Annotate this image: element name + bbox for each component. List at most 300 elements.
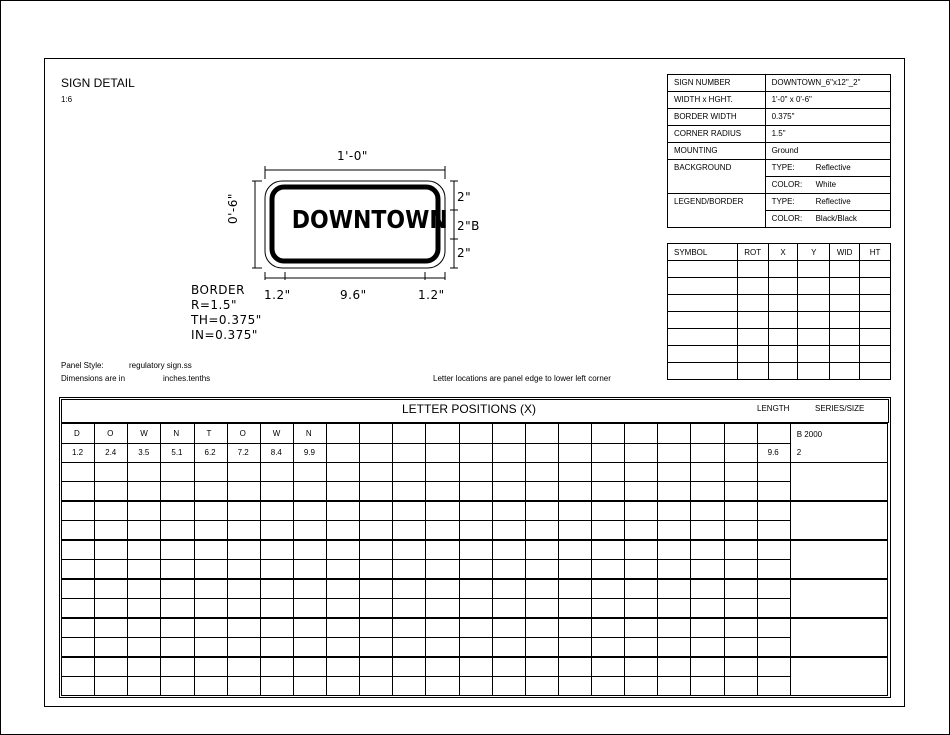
symbol-header-cell: Y	[798, 244, 830, 261]
symbol-cell	[737, 363, 768, 380]
grid-cell	[327, 580, 360, 599]
bottom-dim-right: 1.2"	[418, 288, 445, 302]
letter-block	[61, 618, 887, 657]
grid-cell	[658, 463, 691, 482]
grid-cell	[293, 521, 326, 540]
info-row-legend-border	[668, 194, 891, 211]
letter-block	[61, 462, 887, 501]
symbol-cell	[860, 295, 891, 312]
symbol-cell	[768, 363, 798, 380]
grid-cell	[525, 599, 558, 618]
series-size-empty	[790, 658, 887, 696]
grid-cell	[757, 424, 790, 444]
grid-cell	[393, 482, 426, 501]
grid-cell	[260, 677, 293, 696]
grid-cell	[95, 463, 128, 482]
grid-cell	[525, 502, 558, 521]
symbol-cell	[768, 312, 798, 329]
grid-cell	[592, 521, 625, 540]
grid-cell	[658, 443, 691, 463]
grid-cell	[360, 658, 393, 677]
grid-cell	[426, 638, 459, 657]
grid-cell	[625, 443, 658, 463]
grid-cell	[691, 599, 724, 618]
grid-cell	[625, 482, 658, 501]
grid-cell	[227, 658, 260, 677]
grid-cell	[327, 541, 360, 560]
detail-title: SIGN DETAIL	[61, 76, 135, 90]
symbol-header-cell: WID	[830, 244, 860, 261]
grid-cell	[95, 482, 128, 501]
letter-row	[62, 560, 888, 579]
grid-cell	[658, 677, 691, 696]
grid-cell	[260, 560, 293, 579]
grid-cell	[757, 619, 790, 638]
grid-cell	[459, 638, 492, 657]
grid-cell	[625, 502, 658, 521]
grid-cell	[327, 677, 360, 696]
grid-cell	[459, 619, 492, 638]
series-size-empty	[790, 463, 887, 501]
grid-cell	[592, 638, 625, 657]
symbol-cell	[668, 363, 738, 380]
symbol-cell	[737, 295, 768, 312]
symbol-cell	[737, 312, 768, 329]
grid-cell	[724, 638, 757, 657]
grid-cell	[625, 599, 658, 618]
grid-cell	[757, 521, 790, 540]
position-cell: 6.2	[194, 443, 227, 463]
grid-cell	[327, 619, 360, 638]
letter-row	[62, 443, 888, 463]
grid-cell	[293, 580, 326, 599]
grid-cell	[558, 638, 591, 657]
symbol-cell	[668, 295, 738, 312]
info-label: MOUNTING	[668, 143, 766, 160]
grid-cell	[128, 502, 161, 521]
grid-cell	[757, 502, 790, 521]
grid-cell	[724, 580, 757, 599]
grid-cell	[492, 424, 525, 444]
grid-cell	[724, 619, 757, 638]
grid-cell	[757, 463, 790, 482]
symbol-cell	[830, 295, 860, 312]
bottom-dim-left: 1.2"	[264, 288, 291, 302]
info-type	[765, 160, 890, 177]
grid-cell	[62, 541, 95, 560]
letter-cell: O	[227, 424, 260, 444]
grid-cell	[128, 463, 161, 482]
grid-cell	[194, 541, 227, 560]
grid-cell	[327, 443, 360, 463]
symbol-cell	[860, 329, 891, 346]
symbol-header-cell: X	[768, 244, 798, 261]
grid-cell	[625, 619, 658, 638]
grid-cell	[724, 521, 757, 540]
letter-cell: N	[293, 424, 326, 444]
grid-cell	[492, 443, 525, 463]
grid-cell	[128, 599, 161, 618]
grid-cell	[625, 560, 658, 579]
symbol-cell	[768, 346, 798, 363]
grid-cell	[393, 658, 426, 677]
grid-cell	[757, 658, 790, 677]
grid-cell	[525, 424, 558, 444]
grid-cell	[691, 502, 724, 521]
grid-cell	[293, 677, 326, 696]
symbol-cell	[830, 312, 860, 329]
info-label: BORDER WIDTH	[668, 109, 766, 126]
letter-block-main	[61, 423, 887, 463]
info-value: 1'-0" x 0'-6"	[765, 92, 890, 109]
grid-cell	[459, 560, 492, 579]
grid-cell	[558, 424, 591, 444]
grid-cell	[492, 658, 525, 677]
grid-cell	[128, 541, 161, 560]
grid-cell	[128, 619, 161, 638]
grid-cell	[227, 502, 260, 521]
symbol-cell	[830, 346, 860, 363]
grid-cell	[691, 619, 724, 638]
type-value: Reflective	[815, 197, 851, 206]
grid-cell	[293, 638, 326, 657]
letter-cell: W	[128, 424, 161, 444]
grid-cell	[525, 443, 558, 463]
grid-cell	[426, 541, 459, 560]
grid-cell	[592, 502, 625, 521]
grid-cell	[426, 463, 459, 482]
symbol-cell	[768, 329, 798, 346]
grid-cell	[492, 521, 525, 540]
grid-cell	[724, 599, 757, 618]
grid-cell	[327, 502, 360, 521]
grid-cell	[691, 482, 724, 501]
symbol-cell	[860, 261, 891, 278]
grid-cell	[724, 541, 757, 560]
grid-cell	[492, 560, 525, 579]
grid-cell	[360, 580, 393, 599]
symbol-cell	[798, 261, 830, 278]
grid-cell	[625, 541, 658, 560]
grid-cell	[161, 638, 194, 657]
grid-cell	[724, 560, 757, 579]
color-label: COLOR:	[771, 214, 803, 223]
grid-cell	[227, 541, 260, 560]
grid-cell	[492, 677, 525, 696]
grid-cell	[558, 443, 591, 463]
position-cell: 9.9	[293, 443, 326, 463]
height-dimension: 0'-6"	[226, 193, 240, 224]
series-value: B 2000	[796, 430, 823, 439]
grid-cell	[161, 560, 194, 579]
grid-cell	[95, 580, 128, 599]
symbol-header-cell: ROT	[737, 244, 768, 261]
info-value: DOWNTOWN_6"x12"_2"	[765, 75, 890, 92]
position-cell: 8.4	[260, 443, 293, 463]
grid-cell	[293, 463, 326, 482]
grid-cell	[227, 560, 260, 579]
panel-style-label: Panel Style:	[61, 361, 104, 370]
grid-cell	[426, 482, 459, 501]
grid-cell	[426, 502, 459, 521]
letter-row	[62, 599, 888, 618]
grid-cell	[161, 463, 194, 482]
grid-cell	[327, 521, 360, 540]
grid-cell	[128, 560, 161, 579]
grid-cell	[95, 560, 128, 579]
grid-cell	[558, 502, 591, 521]
letter-block	[61, 540, 887, 579]
grid-cell	[592, 580, 625, 599]
grid-cell	[558, 541, 591, 560]
symbol-cell	[798, 278, 830, 295]
grid-cell	[161, 541, 194, 560]
grid-cell	[757, 599, 790, 618]
grid-cell	[260, 521, 293, 540]
grid-cell	[525, 677, 558, 696]
grid-cell	[393, 560, 426, 579]
grid-cell	[757, 638, 790, 657]
grid-cell	[426, 619, 459, 638]
grid-cell	[757, 580, 790, 599]
grid-cell	[658, 638, 691, 657]
grid-cell	[558, 599, 591, 618]
symbol-cell	[668, 278, 738, 295]
sign-info-table	[667, 74, 891, 228]
grid-cell	[459, 443, 492, 463]
border-note-inset: IN=0.375"	[191, 328, 258, 342]
length-cell: 9.6	[757, 443, 790, 463]
letter-row	[62, 638, 888, 657]
symbol-row	[668, 261, 891, 278]
symbol-cell	[830, 261, 860, 278]
grid-cell	[658, 521, 691, 540]
grid-cell	[658, 560, 691, 579]
symbol-header-row	[668, 244, 891, 261]
grid-cell	[161, 658, 194, 677]
symbol-cell	[830, 363, 860, 380]
symbol-cell	[798, 363, 830, 380]
border-note	[191, 283, 262, 343]
grid-cell	[757, 541, 790, 560]
letter-row	[62, 658, 888, 677]
grid-cell	[691, 424, 724, 444]
grid-cell	[194, 560, 227, 579]
grid-cell	[625, 677, 658, 696]
grid-cell	[592, 541, 625, 560]
grid-cell	[426, 658, 459, 677]
symbol-cell	[798, 295, 830, 312]
grid-cell	[691, 677, 724, 696]
grid-cell	[327, 482, 360, 501]
symbol-cell	[737, 261, 768, 278]
letter-cell: D	[62, 424, 95, 444]
grid-cell	[161, 619, 194, 638]
grid-cell	[724, 424, 757, 444]
letter-row	[62, 502, 888, 521]
grid-cell	[62, 580, 95, 599]
grid-cell	[658, 482, 691, 501]
grid-cell	[426, 677, 459, 696]
symbol-table	[667, 243, 891, 380]
grid-cell	[95, 677, 128, 696]
grid-cell	[360, 521, 393, 540]
right-dim-bottom: 2"	[457, 246, 472, 260]
grid-cell	[260, 599, 293, 618]
grid-cell	[62, 521, 95, 540]
grid-cell	[293, 619, 326, 638]
symbol-cell	[860, 346, 891, 363]
info-label: SIGN NUMBER	[668, 75, 766, 92]
symbol-row	[668, 363, 891, 380]
grid-cell	[227, 599, 260, 618]
symbol-row	[668, 329, 891, 346]
grid-cell	[327, 599, 360, 618]
grid-cell	[393, 541, 426, 560]
grid-cell	[592, 677, 625, 696]
sign-legend: DOWNTOWN	[291, 205, 448, 234]
grid-cell	[393, 599, 426, 618]
grid-cell	[724, 658, 757, 677]
symbol-cell	[830, 329, 860, 346]
grid-cell	[525, 521, 558, 540]
info-label: LEGEND/BORDER	[668, 194, 766, 228]
grid-cell	[757, 560, 790, 579]
grid-cell	[393, 521, 426, 540]
grid-cell	[592, 599, 625, 618]
grid-cell	[128, 580, 161, 599]
info-label: CORNER RADIUS	[668, 126, 766, 143]
position-cell: 1.2	[62, 443, 95, 463]
grid-cell	[492, 541, 525, 560]
grid-cell	[260, 619, 293, 638]
letter-cell: O	[95, 424, 128, 444]
series-size-label: SERIES/SIZE	[815, 404, 865, 413]
grid-cell	[360, 560, 393, 579]
length-label: LENGTH	[757, 404, 790, 413]
grid-cell	[194, 463, 227, 482]
grid-cell	[360, 482, 393, 501]
grid-cell	[95, 502, 128, 521]
grid-cell	[691, 463, 724, 482]
grid-cell	[492, 482, 525, 501]
symbol-cell	[737, 278, 768, 295]
grid-cell	[62, 677, 95, 696]
grid-cell	[95, 619, 128, 638]
grid-cell	[691, 521, 724, 540]
grid-cell	[757, 482, 790, 501]
detail-scale: 1:6	[61, 95, 73, 104]
grid-cell	[260, 658, 293, 677]
grid-cell	[194, 502, 227, 521]
grid-cell	[691, 580, 724, 599]
symbol-cell	[860, 278, 891, 295]
grid-cell	[525, 638, 558, 657]
grid-cell	[558, 560, 591, 579]
width-dimension: 1'-0"	[337, 149, 368, 163]
symbol-cell	[768, 261, 798, 278]
symbol-cell	[768, 295, 798, 312]
grid-cell	[691, 638, 724, 657]
grid-cell	[128, 482, 161, 501]
grid-cell	[558, 521, 591, 540]
grid-cell	[492, 580, 525, 599]
grid-cell	[459, 482, 492, 501]
type-label: TYPE:	[771, 197, 795, 206]
color-label: COLOR:	[771, 180, 803, 189]
grid-cell	[459, 658, 492, 677]
grid-cell	[492, 619, 525, 638]
dimensions-value: inches.tenths	[163, 374, 211, 383]
grid-cell	[327, 463, 360, 482]
symbol-row	[668, 346, 891, 363]
grid-cell	[293, 560, 326, 579]
info-label: WIDTH x HGHT.	[668, 92, 766, 109]
grid-cell	[62, 638, 95, 657]
grid-cell	[194, 599, 227, 618]
letter-block	[61, 579, 887, 618]
grid-cell	[95, 599, 128, 618]
symbol-cell	[768, 278, 798, 295]
symbol-cell	[668, 346, 738, 363]
grid-cell	[227, 580, 260, 599]
grid-cell	[459, 580, 492, 599]
grid-cell	[558, 580, 591, 599]
grid-cell	[426, 599, 459, 618]
grid-cell	[724, 502, 757, 521]
grid-cell	[658, 619, 691, 638]
grid-cell	[625, 658, 658, 677]
series-size-empty	[790, 502, 887, 540]
grid-cell	[227, 677, 260, 696]
letter-block	[61, 657, 887, 696]
grid-cell	[691, 560, 724, 579]
info-color	[765, 211, 890, 228]
symbol-cell	[668, 261, 738, 278]
symbol-cell	[737, 346, 768, 363]
position-cell: 5.1	[161, 443, 194, 463]
letter-row	[62, 677, 888, 696]
grid-cell	[459, 502, 492, 521]
grid-cell	[360, 677, 393, 696]
info-value: 0.375"	[765, 109, 890, 126]
grid-cell	[227, 619, 260, 638]
grid-cell	[393, 638, 426, 657]
grid-cell	[62, 482, 95, 501]
grid-cell	[724, 443, 757, 463]
grid-cell	[393, 677, 426, 696]
grid-cell	[95, 658, 128, 677]
info-row	[668, 143, 891, 160]
grid-cell	[161, 521, 194, 540]
grid-cell	[625, 580, 658, 599]
grid-cell	[194, 658, 227, 677]
grid-cell	[393, 463, 426, 482]
border-note-title: BORDER	[191, 283, 245, 297]
grid-cell	[95, 638, 128, 657]
border-note-radius: R=1.5"	[191, 298, 237, 312]
grid-cell	[95, 541, 128, 560]
grid-cell	[691, 658, 724, 677]
info-type	[765, 194, 890, 211]
symbol-cell	[668, 329, 738, 346]
info-value: 1.5"	[765, 126, 890, 143]
grid-cell	[525, 463, 558, 482]
grid-cell	[426, 424, 459, 444]
grid-cell	[227, 482, 260, 501]
grid-cell	[592, 482, 625, 501]
grid-cell	[260, 541, 293, 560]
